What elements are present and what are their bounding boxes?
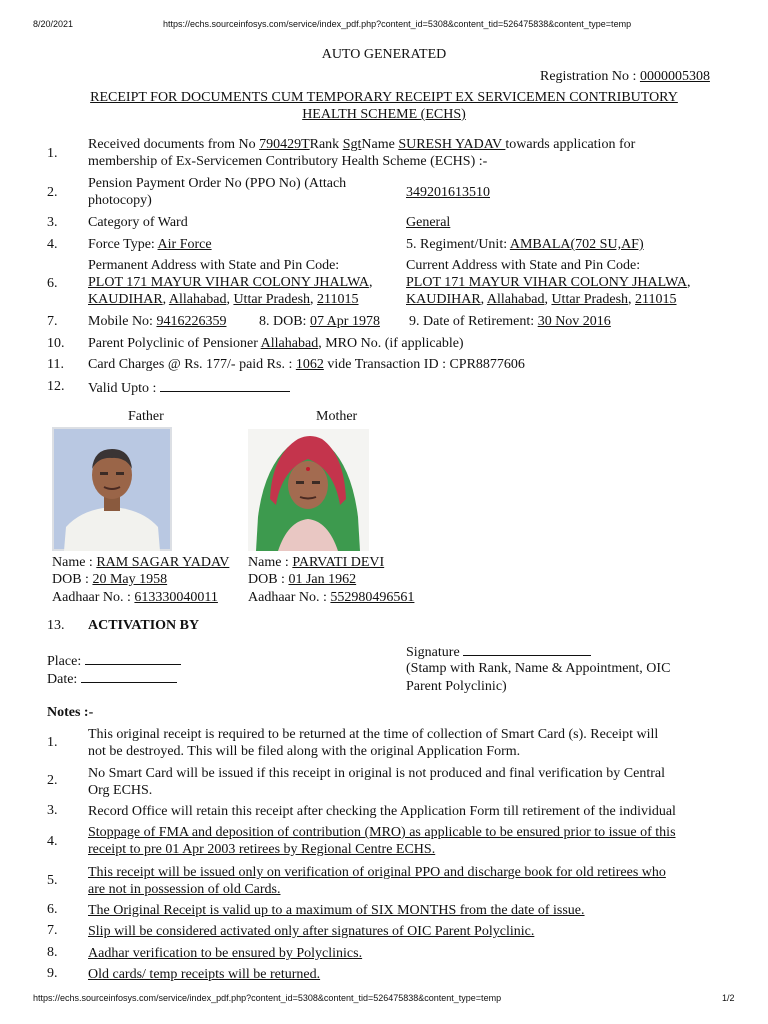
note-7-line1: Slip will be considered activated only after signatures of OIC Parent Polyclinic. <box>88 924 535 939</box>
mother-name: Name : PARVATI DEVI <box>248 555 385 570</box>
card-charges: Card Charges @ Rs. 177/- paid Rs. : 1062 vide Transaction ID : CPR8877606 <box>88 357 525 372</box>
father-label: Father <box>128 409 164 424</box>
force-type: Force Type: Air Force <box>88 237 212 252</box>
mother-aadhaar: Aadhaar No. : 552980496561 <box>248 590 415 605</box>
note-number-7: 7. <box>47 923 58 938</box>
permanent-address-line1: PLOT 171 MAYUR VIHAR COLONY JHALWA, <box>88 275 373 290</box>
item-2-label-line1: Pension Payment Order No (PPO No) (Attach <box>88 176 347 191</box>
item-1-line1: Received documents from No 790429TRank SgtName SURESH YADAV towards application for <box>88 137 636 152</box>
item-number-13: 13. <box>47 618 65 633</box>
item-1-line2: membership of Ex-Servicemen Contributory Health Scheme (ECHS) :- <box>88 154 488 169</box>
item-number-2: 2. <box>47 185 58 200</box>
note-5-line2: are not in possession of old Cards. <box>88 882 281 897</box>
note-number-4: 4. <box>47 834 58 849</box>
father-aadhaar: Aadhaar No. : 613330040011 <box>52 590 218 605</box>
item-number-6: 6. <box>47 276 58 291</box>
note-2-line2: Org ECHS. <box>88 783 153 798</box>
current-address-line2: KAUDIHAR, Allahabad, Uttar Pradesh, 211015 <box>406 292 677 307</box>
valid-upto: Valid Upto : <box>88 379 290 397</box>
note-number-2: 2. <box>47 773 58 788</box>
father-name: Name : RAM SAGAR YADAV <box>52 555 230 570</box>
date-of-birth: 8. DOB: 07 Apr 1978 <box>259 314 380 329</box>
receipt-title-line2: HEALTH SCHEME (ECHS) <box>302 107 466 122</box>
mobile-number: Mobile No: 9416226359 <box>88 314 227 329</box>
activation-title: ACTIVATION BY <box>88 618 200 633</box>
signature-field: Signature <box>406 643 591 661</box>
father-photo <box>52 427 172 551</box>
permanent-address-label: Permanent Address with State and Pin Code: <box>88 258 340 273</box>
note-9-line1: Old cards/ temp receipts will be returned. <box>88 967 321 982</box>
regiment-unit: 5. Regiment/Unit: AMBALA(702 SU,AF) <box>406 237 644 252</box>
father-dob: DOB : 20 May 1958 <box>52 572 168 587</box>
note-number-8: 8. <box>47 945 58 960</box>
print-page-number: 1/2 <box>722 993 735 1003</box>
ppo-number: 349201613510 <box>406 185 490 200</box>
date-field: Date: <box>47 670 177 688</box>
note-number-5: 5. <box>47 873 58 888</box>
place-field: Place: <box>47 652 181 670</box>
note-6-line1: The Original Receipt is valid up to a maximum of SIX MONTHS from the date of issue. <box>88 903 585 918</box>
category-value: General <box>406 215 451 230</box>
current-address-label: Current Address with State and Pin Code: <box>406 258 641 273</box>
auto-generated-label: AUTO GENERATED <box>321 47 447 62</box>
permanent-address-line2: KAUDIHAR, Allahabad, Uttar Pradesh, 211015 <box>88 292 359 307</box>
stamp-note-line2: Parent Polyclinic) <box>406 679 507 694</box>
item-2-label-line2: photocopy) <box>88 193 152 208</box>
mother-photo <box>248 429 369 551</box>
print-url-header: https://echs.sourceinfosys.com/service/index_pdf.php?content_id=5308&content_tid=526475838&content_type=temp <box>163 19 632 29</box>
print-date: 8/20/2021 <box>33 19 74 29</box>
parent-polyclinic: Parent Polyclinic of Pensioner Allahabad, MRO No. (if applicable) <box>88 336 464 351</box>
note-number-9: 9. <box>47 966 58 981</box>
category-label: Category of Ward <box>88 215 188 230</box>
item-number-12: 12. <box>47 379 65 394</box>
item-number-4: 4. <box>47 237 58 252</box>
note-1-line2: not be destroyed. This will be filed along with the original Application Form. <box>88 744 521 759</box>
note-1-line1: This original receipt is required to be returned at the time of collection of Smart Card (s). Receipt will <box>88 727 659 742</box>
note-8-line1: Aadhar verification to be ensured by Polyclinics. <box>88 946 363 961</box>
date-of-retirement: 9. Date of Retirement: 30 Nov 2016 <box>409 314 611 329</box>
item-number-3: 3. <box>47 215 58 230</box>
mother-dob: DOB : 01 Jan 1962 <box>248 572 357 587</box>
note-number-6: 6. <box>47 902 58 917</box>
note-number-1: 1. <box>47 735 58 750</box>
note-2-line1: No Smart Card will be issued if this receipt in original is not produced and final verification by Central <box>88 766 665 781</box>
item-number-7: 7. <box>47 314 58 329</box>
note-4-line2: receipt to pre 01 Apr 2003 retirees by Regional Centre ECHS. <box>88 842 436 857</box>
stamp-note-line1: (Stamp with Rank, Name & Appointment, OIC <box>406 661 671 676</box>
note-4-line1: Stoppage of FMA and deposition of contribution (MRO) as applicable to be ensured prior to issue of this <box>88 825 676 840</box>
registration-number: Registration No : 0000005308 <box>540 69 710 84</box>
receipt-title-line1: RECEIPT FOR DOCUMENTS CUM TEMPORARY RECEIPT EX SERVICEMEN CONTRIBUTORY <box>90 90 678 105</box>
item-number-1: 1. <box>47 146 58 161</box>
note-number-3: 3. <box>47 803 58 818</box>
note-3-line1: Record Office will retain this receipt after checking the Application Form till retirement of the individual <box>88 804 676 819</box>
notes-title: Notes :- <box>47 705 94 720</box>
print-url-footer: https://echs.sourceinfosys.com/service/index_pdf.php?content_id=5308&content_tid=526475838&content_type=temp <box>33 993 502 1003</box>
current-address-line1: PLOT 171 MAYUR VIHAR COLONY JHALWA, <box>406 275 691 290</box>
item-number-10: 10. <box>47 336 65 351</box>
item-number-11: 11. <box>47 357 64 372</box>
mother-label: Mother <box>316 409 358 424</box>
note-5-line1: This receipt will be issued only on verification of original PPO and discharge book for old retirees who <box>88 865 666 880</box>
